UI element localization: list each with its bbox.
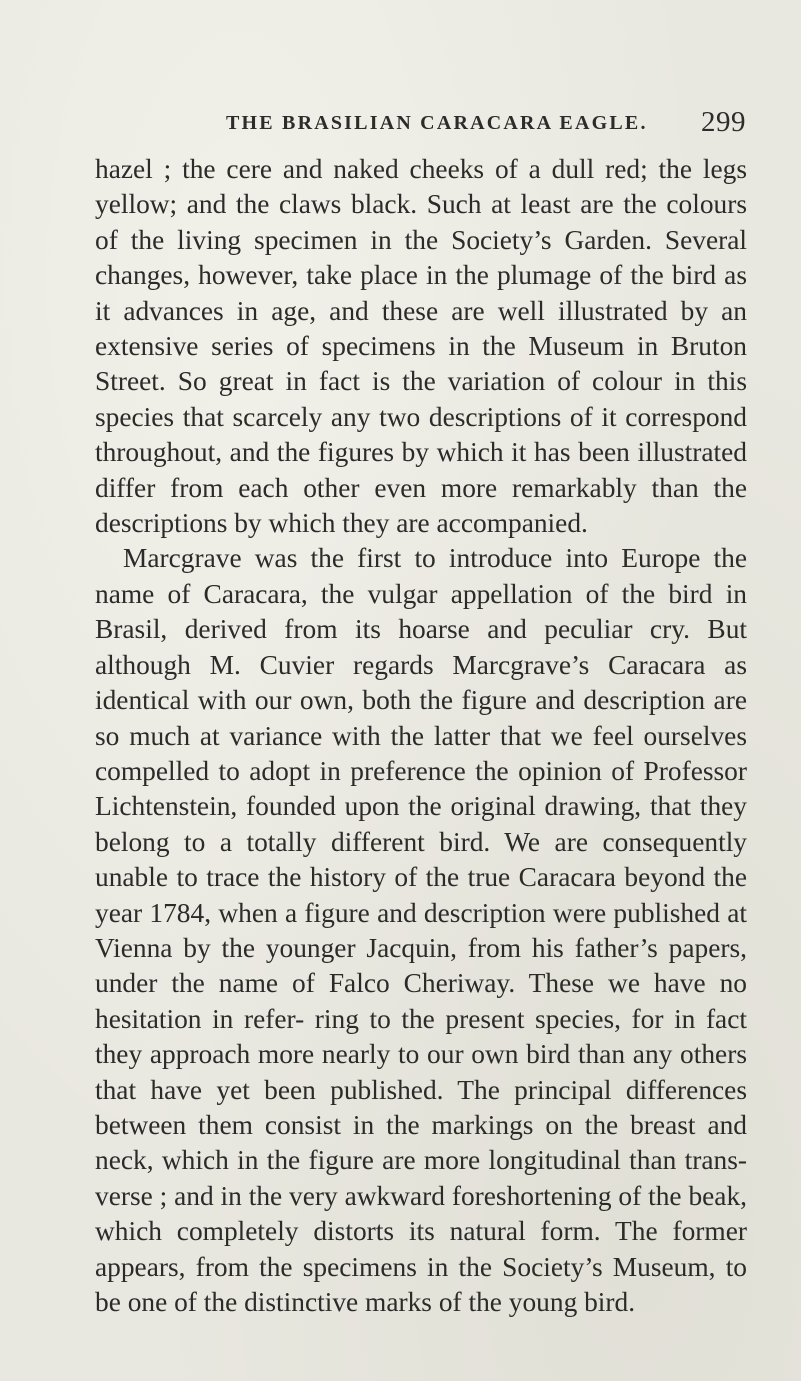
body-text xyxy=(95,152,747,1320)
page-number: 299 xyxy=(701,106,746,138)
running-head xyxy=(226,106,746,152)
paragraph: hazel ; the cere and naked cheeks of a dull red; the legs yellow; and the claws black. Such at least are the colours of the living specimen in the Society’s Garden. Several changes, however, take place in the plumage of the bird as it advances in age, and these are well illustrated by an extensive series of specimens in the Museum in Bruton Street. So great in fact is the variation of colour in this species that scarcely any two descriptions of it correspond throughout, and the figures by which it has been illustrated differ from each other even more remarkably than the descriptions by which they are accompanied. xyxy=(95,154,747,539)
paragraph: Marcgrave was the first to introduce into Europe the name of Caracara, the vulgar appellation of the bird in Brasil, derived from its hoarse and peculiar cry. But although M. Cuvier regards Marcgrave’s Caracara as identical with our own, both the figure and description are so much at variance with the latter that we feel ourselves compelled to adopt in preference the opinion of Professor Lichtenstein, founded upon the original drawing, that they belong to a totally different bird. We are consequently unable to trace the history of the true Caracara beyond the year 1784, when a figure and description were published at Vienna by the younger Jacquin, from his father’s papers, under the name of Falco Cheriway. These we have no hesitation in refer- ring to the present species, for in fact they approach more nearly to our own bird than any others that have yet been published. The principal differences between them consist in the markings on the breast and neck, which in the figure are more longitudinal than trans- verse ; and in the very awkward foreshortening of the beak, which completely distorts its natural form. The former appears, from the specimens in the Society’s Museum, to be one of the distinctive marks of the young bird. xyxy=(95,543,747,1317)
running-title: THE BRASILIAN CARACARA EAGLE. xyxy=(226,112,648,134)
